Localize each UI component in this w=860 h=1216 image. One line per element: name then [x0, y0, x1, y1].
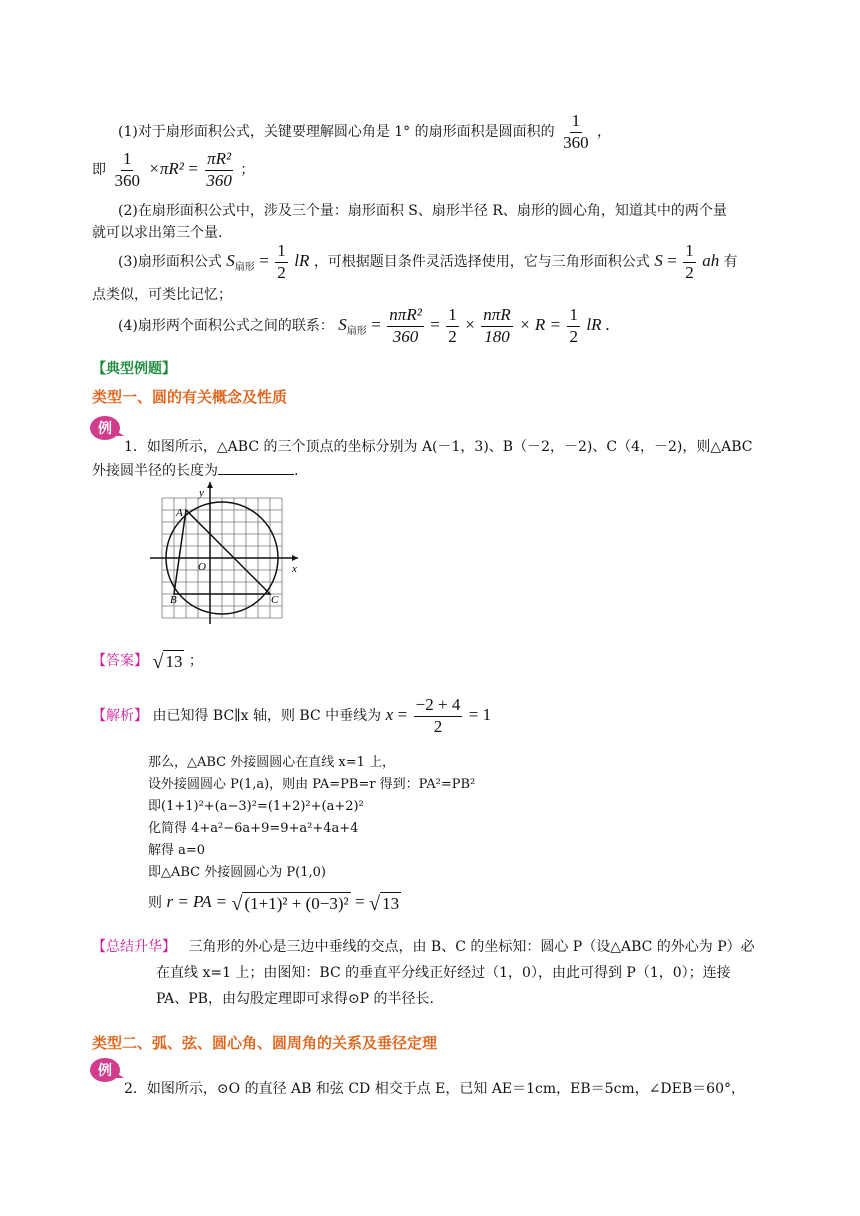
para-4: (4)扇形两个面积公式之间的联系： $S_{扇形}$ = $\frac{\text{nπR²}}{360}$ = $\frac{1}{2}$ × $\frac{\text{nπR}}{180}$ × R = $\frac{1}{2}$ lR . [118, 305, 610, 346]
answer-blank [218, 462, 294, 475]
svg-text:例: 例 [98, 421, 112, 437]
fraction-1-360-b: $\frac{1}{360}$ [114, 149, 140, 190]
label-y: y [199, 487, 204, 499]
para-2-line1: (2)在扇形面积公式中，涉及三个量：扇形面积 S、扇形半径 R、扇形的圆心角，知道其中的两个量 [118, 203, 727, 219]
example-1-line1: 1．如图所示，△ABC 的三个顶点的坐标分别为 A(－1，3)、B（－2，－2)、C（4，－2)，则△ABC [124, 439, 753, 455]
analysis-tag: 【解析】 [92, 708, 148, 725]
fraction-npiR2-360: $\frac{\text{nπR²}}{360}$ [389, 305, 422, 346]
label-b: B [170, 594, 177, 606]
svg-text:例: 例 [98, 1063, 112, 1079]
fraction-1-360: $\frac{1}{360}$ [563, 111, 589, 152]
fraction-half-b: $\frac{1}{2}$ [685, 241, 694, 282]
fraction-piR2-360: $\frac{\text{πR²}}{360}$ [206, 149, 232, 190]
fraction-half: $\frac{1}{2}$ [277, 241, 286, 282]
fraction-midpoint: $\frac{-2 + 4}{2}$ [415, 695, 461, 736]
summary-line3: PA、PB，由勾股定理即可求得⊙P 的半径长. [156, 991, 435, 1007]
coordinate-figure [148, 478, 308, 626]
label-c: C [271, 594, 279, 606]
sqrt-13-result: √ 13 [369, 893, 400, 916]
x-axis-arrow-icon [292, 555, 298, 561]
type-1-heading: 类型一、圆的有关概念及性质 [92, 388, 288, 406]
heading-examples: 【典型例题】 [92, 361, 176, 377]
analysis-steps [148, 752, 475, 884]
para-1: (1)对于扇形面积公式，关键要理解圆心角是 1° 的扇形面积是圆面积的 $\frac{1}{360}$ ， [118, 111, 612, 152]
sqrt-expression: √ (1+1)² + (0−3)² [231, 893, 349, 916]
analysis-step-2: 设外接圆圆心 P(1,a)，则由 PA=PB=r 得到：PA²=PB² [148, 777, 476, 792]
label-o: O [198, 561, 206, 573]
analysis-step-3: 即(1+1)²+(a−3)²=(1+2)²+(a+2)² [148, 799, 364, 814]
example-badge-icon [88, 1056, 124, 1084]
answer: 【答案】 √ 13 ； [92, 651, 203, 674]
para-2-line2: 就可以求出第三个量. [92, 225, 223, 241]
analysis-step-6: 即△ABC 外接圆圆心为 P(1,0) [148, 865, 326, 880]
para-3-line2: 点类似，可类比记忆； [92, 287, 232, 303]
para-3: (3)扇形面积公式 $S_{扇形}$ = $\frac{1}{2}$ lR ，可根据题目条件灵活选择使用，它与三角形面积公式 S = $\frac{1}{2}$ ah 有 [118, 241, 738, 282]
analysis-step-4: 化简得 4+a²−6a+9=9+a²+4a+4 [148, 821, 359, 836]
answer-tag: 【答案】 [92, 653, 148, 670]
y-axis-arrow-icon [207, 482, 213, 488]
fraction-npiR-180: $\frac{\text{nπR}}{180}$ [483, 305, 511, 346]
analysis-step-1: 那么，△ABC 外接圆圆心在直线 x=1 上， [148, 755, 396, 770]
analysis-intro: 【解析】 由已知得 BC∥x 轴，则 BC 中垂线为 x = $\frac{-2 + 4}{2}$ = 1 [92, 695, 492, 736]
summary-line2: 在直线 x=1 上；由图知：BC 的垂直平分线正好经过（1，0），由此可得到 P（1，0）；连接 [156, 965, 731, 981]
example-2-line1: 2．如图所示，⊙O 的直径 AB 和弦 CD 相交于点 E，已知 AE＝1cm，EB＝5cm，∠DEB＝60°， [124, 1081, 745, 1097]
fraction-half-d: $\frac{1}{2}$ [569, 305, 578, 346]
para-1-text: (1)对于扇形面积公式，关键要理解圆心角是 1° 的扇形面积是圆面积的 [118, 124, 555, 141]
label-x: x [292, 563, 297, 575]
analysis-step-5: 解得 a=0 [148, 843, 206, 858]
fraction-half-c: $\frac{1}{2}$ [448, 305, 457, 346]
para-1-formula: 即 $\frac{1}{360}$ ×πR² = $\frac{\text{πR²}}{360}$ ； [92, 149, 255, 190]
example-badge-icon [88, 414, 124, 442]
type-2-heading: 类型二、弧、弦、圆心角、圆周角的关系及垂径定理 [92, 1034, 438, 1052]
example-1-line2: 外接圆半径的长度为 . [92, 463, 299, 479]
summary-line1: 【总结升华】 三角形的外心是三边中垂线的交点，由 B、C 的坐标知：圆心 P（设△ABC 的外心为 P）必 [92, 939, 755, 955]
analysis-final: 则 r = PA = √ (1+1)² + (0−3)² = √ 13 [148, 892, 400, 916]
sqrt-13: √ 13 [152, 651, 183, 674]
label-a: A [176, 507, 183, 519]
summary-tag: 【总结升华】 [92, 939, 176, 955]
